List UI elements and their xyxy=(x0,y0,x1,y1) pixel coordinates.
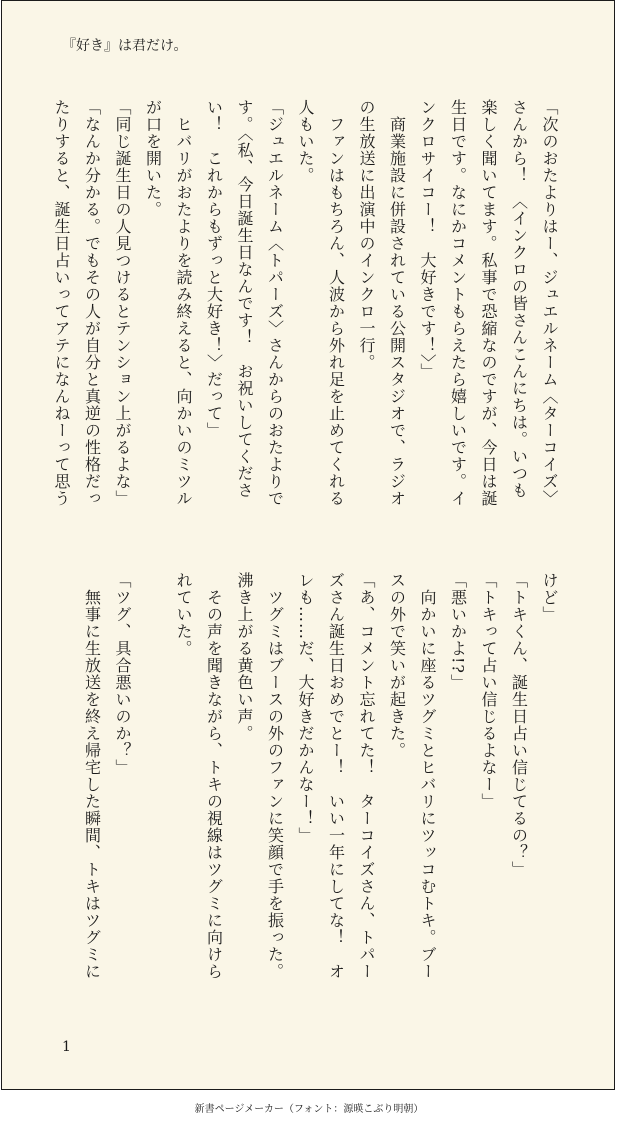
text-line: 生日です。なにかコメントもらえたら嬉しいです。イ xyxy=(448,99,468,507)
page-title: 『好き』は君だけ。 xyxy=(62,38,188,54)
book-page xyxy=(1,0,615,1090)
text-line: 商業施設に併設されている公開スタジオで、ラジオ xyxy=(387,99,407,507)
text-line: ファンはもちろん、人波から外れ足を止めてくれる xyxy=(326,99,346,507)
footer-credit: 新書ページメーカー（フォント：源暎こぶり明朝） xyxy=(194,1104,424,1115)
text-line: 人もいた。 xyxy=(296,99,315,184)
text-line: レも……だ、大好きだかんなー！」 xyxy=(296,572,315,844)
text-line: さんから！ 〈インクロの皆さんこんにちは。いつも xyxy=(509,99,529,499)
text-line: ツグミはブースの外のファンに笑顔で手を振った。 xyxy=(265,572,285,980)
text-line: 向かいに座るツグミとヒバリにツッコむトキ。ブー xyxy=(418,572,437,980)
text-line: けど」 xyxy=(540,572,559,623)
text-line: 「トキくん、誕生日占い信じてるの？」 xyxy=(509,572,529,878)
text-line: が口を開いた。 xyxy=(143,99,163,218)
text-line: スの外で笑いが起きた。 xyxy=(387,572,407,759)
text-line: 「トキって占い信じるよなー」 xyxy=(479,572,498,810)
text-line: 「次のおたよりはー、ジュエルネーム〈ターコイズ〉 xyxy=(540,99,559,507)
text-line: 「あ、コメント忘れてた！ ターコイズさん、トパー xyxy=(357,572,376,980)
text-line: 「ジュエルネーム〈トパーズ〉さんからのおたよりで xyxy=(265,99,285,507)
text-line: 「なんか分かる。でもその人が自分と真逆の性格だっ xyxy=(82,99,102,507)
text-line: ズさん誕生日おめでとー！ いい一年にしてな！ オ xyxy=(326,572,346,980)
text-line: い！ これからもずっと大好き！〉だって」 xyxy=(204,99,224,439)
text-line: す。〈私、今日誕生日なんです！ お祝いしてくださ xyxy=(235,99,254,499)
text-line: 無事に生放送を終え帰宅した瞬間、トキはツグミに xyxy=(82,572,102,980)
text-line: 沸き上がる黄色い声。 xyxy=(235,572,254,742)
text-line: の生放送に出演中のインクロ一行。 xyxy=(357,99,376,371)
text-line: 「ツグ、具合悪いのか？」 xyxy=(113,572,132,776)
text-block-top xyxy=(54,99,564,539)
text-line: 楽しく聞いてます。私事で恐縮なのですが、今日は誕 xyxy=(479,99,498,507)
text-block-bottom xyxy=(54,572,564,1012)
text-line: ンクロサイコー！ 大好きです！〉」 xyxy=(418,99,437,380)
text-line: 「悪いかよ!?」 xyxy=(448,572,468,692)
page-number: 1 xyxy=(62,1039,71,1055)
text-line: 「同じ誕生日の人見つけるとテンション上がるよな」 xyxy=(113,99,132,507)
blank-line xyxy=(137,572,168,1012)
text-line: れていた。 xyxy=(174,572,193,657)
text-line: たりすると、誕生日占いってアテになんねーって思う xyxy=(52,99,71,507)
text-line: ヒバリがおたよりを読み終えると、向かいのミツル xyxy=(174,99,193,507)
text-line: その声を聞きながら、トキの視線はツグミに向けら xyxy=(204,572,224,980)
